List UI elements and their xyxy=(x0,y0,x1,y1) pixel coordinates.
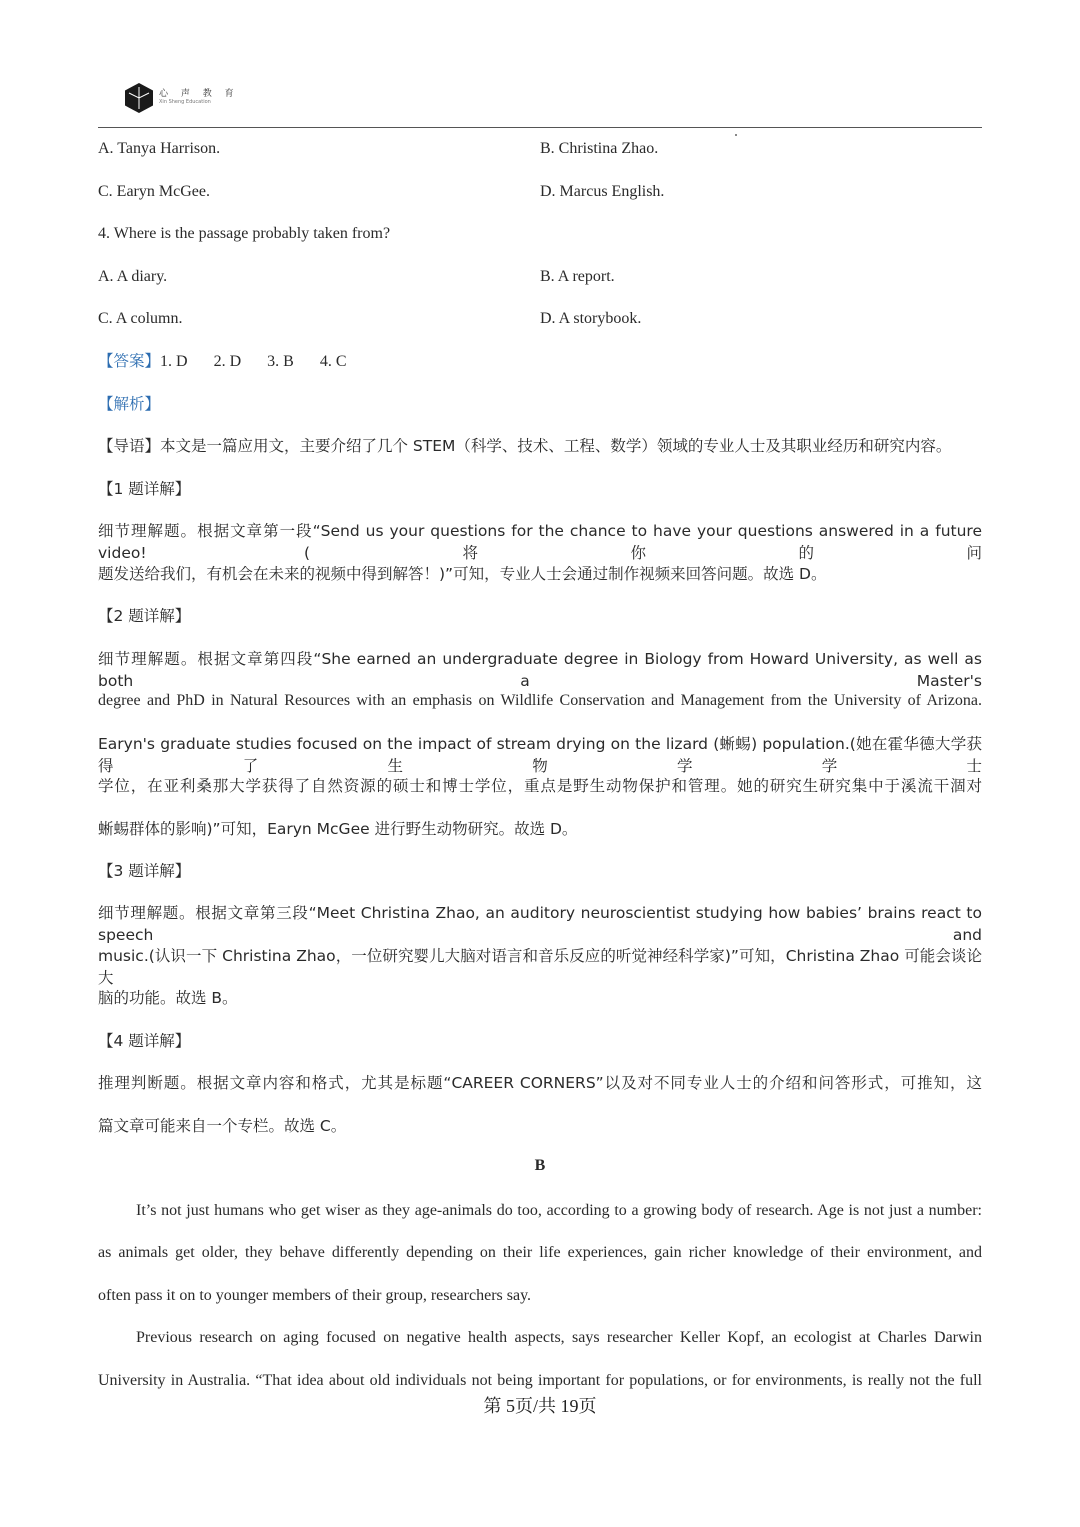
para-1-line-2: as animals get older, they behave differently depending on their life experiences, gain richer knowledge of their environment, and xyxy=(98,1244,982,1261)
detail-1-line-2: 题发送给我们，有机会在未来的视频中得到解答！)”可知，专业人士会通过制作视频来回答问题。故选 D。 xyxy=(98,565,827,583)
detail-3-line-3: 脑的功能。故选 B。 xyxy=(98,989,238,1007)
detail-3-line-1: 细节理解题。根据文章第三段“Meet Christina Zhao, an auditory neuroscientist studying how babies’ brains react to speech and xyxy=(98,904,982,944)
answer-line xyxy=(98,350,372,373)
detail-4-line-1: 推理判断题。根据文章内容和格式，尤其是标题“CAREER CORNERS”以及对不同专业人士的介绍和问答形式，可推知，这 xyxy=(98,1074,982,1092)
option-a: A. Tanya Harrison. xyxy=(98,140,221,157)
para-1-line-1: It’s not just humans who get wiser as they age-animals do too, according to a growing body of research. Age is not just a number: xyxy=(136,1202,982,1219)
q4-option-b: B. A report. xyxy=(540,268,615,285)
page-header xyxy=(98,74,982,128)
detail-2-line-2: degree and PhD in Natural Resources with an emphasis on Wildlife Conservation and Management from the University of Arizona. xyxy=(98,692,982,709)
analysis-tag: 【解析】 xyxy=(98,395,161,413)
detail-3-line-2: music.(认识一下 Christina Zhao，一位研究婴儿大脑对语言和音乐反应的听觉神经科学家)”可知，Christina Zhao 可能会谈论大 xyxy=(98,947,982,987)
option-b: B. Christina Zhao. xyxy=(540,140,659,157)
logo-cube-icon xyxy=(124,82,154,114)
detail-2-line-5: 蜥蜴群体的影响)”可知，Earyn McGee 进行野生动物研究。故选 D。 xyxy=(98,820,578,838)
answer-2: 2. D xyxy=(213,353,242,370)
detail-2-line-4: 学位，在亚利桑那大学获得了自然资源的硕士和博士学位，重点是野生动物保护和管理。她的研究生研究集中于溪流干涸对 xyxy=(98,777,982,795)
page-number: 第 5页/共 19页 xyxy=(483,1396,597,1416)
answer-4: 4. C xyxy=(319,353,347,370)
answer-1: 1. D xyxy=(160,353,188,370)
detail-1-title: 【1 题详解】 xyxy=(98,480,191,498)
option-d: D. Marcus English. xyxy=(540,183,665,200)
para-2-line-1: Previous research on aging focused on negative health aspects, says researcher Keller Kopf, an ecologist at Charles Darwin xyxy=(136,1329,982,1346)
answer-3: 3. B xyxy=(267,353,294,370)
detail-2-line-1: 细节理解题。根据文章第四段“She earned an undergraduate degree in Biology from Howard University, as well as both a Master's xyxy=(98,650,982,690)
logo-chinese-name: 心 声 教 育 xyxy=(159,89,239,99)
option-c: C. Earyn McGee. xyxy=(98,183,210,200)
logo-english-name: Xin Sheng Education xyxy=(159,99,211,105)
detail-4-title: 【4 题详解】 xyxy=(98,1032,191,1050)
q4-option-a: A. A diary. xyxy=(98,268,168,285)
q4-option-d: D. A storybook. xyxy=(540,310,642,327)
q4-option-c: C. A column. xyxy=(98,310,183,327)
answer-tag: 【答案】 xyxy=(98,352,161,370)
guide-text: 【导语】本文是一篇应用文，主要介绍了几个 STEM（科学、技术、工程、数学）领域的专业人士及其职业经历和研究内容。 xyxy=(98,437,952,455)
detail-4-line-2: 篇文章可能来自一个专栏。故选 C。 xyxy=(98,1117,347,1135)
detail-3-title: 【3 题详解】 xyxy=(98,862,191,880)
section-b-title: B xyxy=(534,1157,546,1174)
question-4-stem: 4. Where is the passage probably taken from? xyxy=(98,225,391,242)
para-1-line-3: often pass it on to younger members of their group, researchers say. xyxy=(98,1287,532,1304)
detail-1-line-1: 细节理解题。根据文章第一段“Send us your questions for the chance to have your questions answered in a future video! (将你的问 xyxy=(98,522,982,562)
stray-mark xyxy=(735,134,737,136)
detail-2-line-3: Earyn's graduate studies focused on the impact of stream drying on the lizard (蜥蜴) population.(她在霍华德大学获得了生物学学士 xyxy=(98,735,982,775)
detail-2-title: 【2 题详解】 xyxy=(98,607,191,625)
para-2-line-2: University in Australia. “That idea about old individuals not being important for populations, or for environments, is really not the full xyxy=(98,1372,982,1389)
